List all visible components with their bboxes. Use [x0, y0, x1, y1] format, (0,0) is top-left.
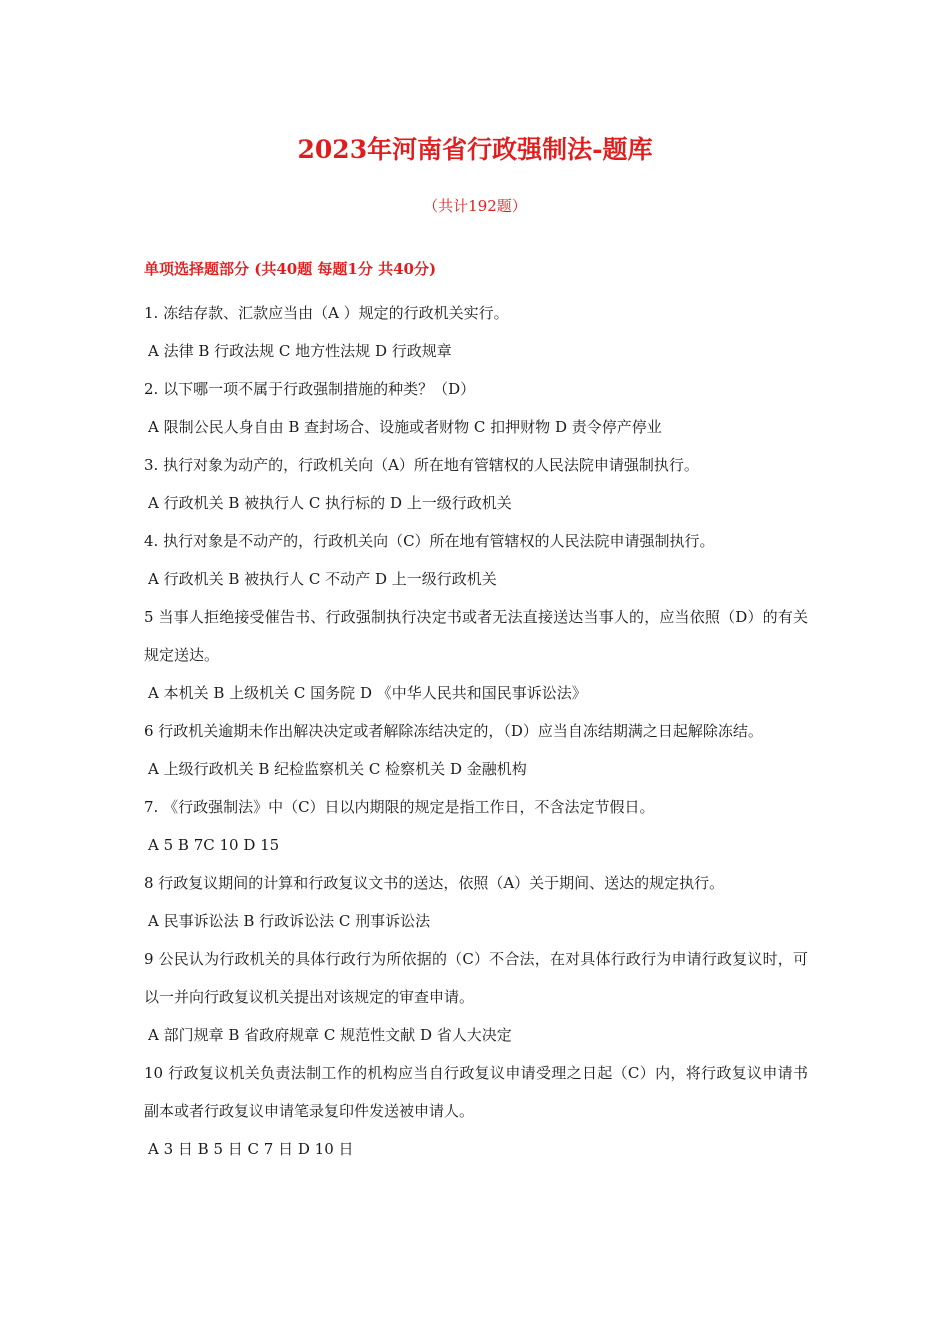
question-6: 6 行政机关逾期未作出解决决定或者解除冻结决定的，（D）应当自冻结期满之日起解除冻结。: [144, 722, 763, 740]
question-9: 9 公民认为行政机关的具体行政行为所依据的（C）不合法，在对具体行政行为申请行政复议时，可以一并向行政复议机关提出对该规定的审查申请。: [144, 950, 808, 1006]
options-7: A 5 B 7C 10 D 15: [148, 836, 280, 854]
question-5: 5 当事人拒绝接受催告书、行政强制执行决定书或者无法直接送达当事人的，应当依照（D）的有关规定送达。: [144, 608, 808, 664]
options-10: A 3 日 B 5 日 C 7 日 D 10 日: [148, 1140, 354, 1158]
question-1: 1. 冻结存款、汇款应当由（A ）规定的行政机关实行。: [144, 304, 509, 322]
options-9: A 部门规章 B 省政府规章 C 规范性文献 D 省人大决定: [148, 1026, 512, 1044]
options-3: A 行政机关 B 被执行人 C 执行标的 D 上一级行政机关: [148, 494, 512, 512]
section-heading: 单项选择题部分 (共40题 每题1分 共40分): [144, 260, 437, 278]
question-8: 8 行政复议期间的计算和行政复议文书的送达，依照（A）关于期间、送达的规定执行。: [144, 874, 725, 892]
document-title: 2023年河南省行政强制法-题库: [297, 135, 653, 164]
options-5: A 本机关 B 上级机关 C 国务院 D 《中华人民共和国民事诉讼法》: [148, 684, 587, 702]
options-2: A 限制公民人身自由 B 查封场合、设施或者财物 C 扣押财物 D 责令停产停业: [148, 418, 662, 436]
options-8: A 民事诉讼法 B 行政诉讼法 C 刑事诉讼法: [148, 912, 431, 930]
options-1: A 法律 B 行政法规 C 地方性法规 D 行政规章: [148, 342, 452, 360]
document-subtitle: （共计192题）: [423, 197, 527, 215]
question-3: 3. 执行对象为动产的，行政机关向（A）所在地有管辖权的人民法院申请强制执行。: [144, 456, 699, 474]
question-10: 10 行政复议机关负责法制工作的机构应当自行政复议申请受理之日起（C）内，将行政复议申请书副本或者行政复议申请笔录复印件发送被申请人。: [144, 1064, 808, 1120]
options-4: A 行政机关 B 被执行人 C 不动产 D 上一级行政机关: [148, 570, 497, 588]
question-4: 4. 执行对象是不动产的，行政机关向（C）所在地有管辖权的人民法院申请强制执行。: [144, 532, 715, 550]
question-2: 2. 以下哪一项不属于行政强制措施的种类？（D）: [144, 380, 476, 398]
options-6: A 上级行政机关 B 纪检监察机关 C 检察机关 D 金融机构: [148, 760, 527, 778]
question-7: 7. 《行政强制法》中（C）日以内期限的规定是指工作日，不含法定节假日。: [144, 798, 655, 816]
question-list: [144, 294, 808, 1168]
